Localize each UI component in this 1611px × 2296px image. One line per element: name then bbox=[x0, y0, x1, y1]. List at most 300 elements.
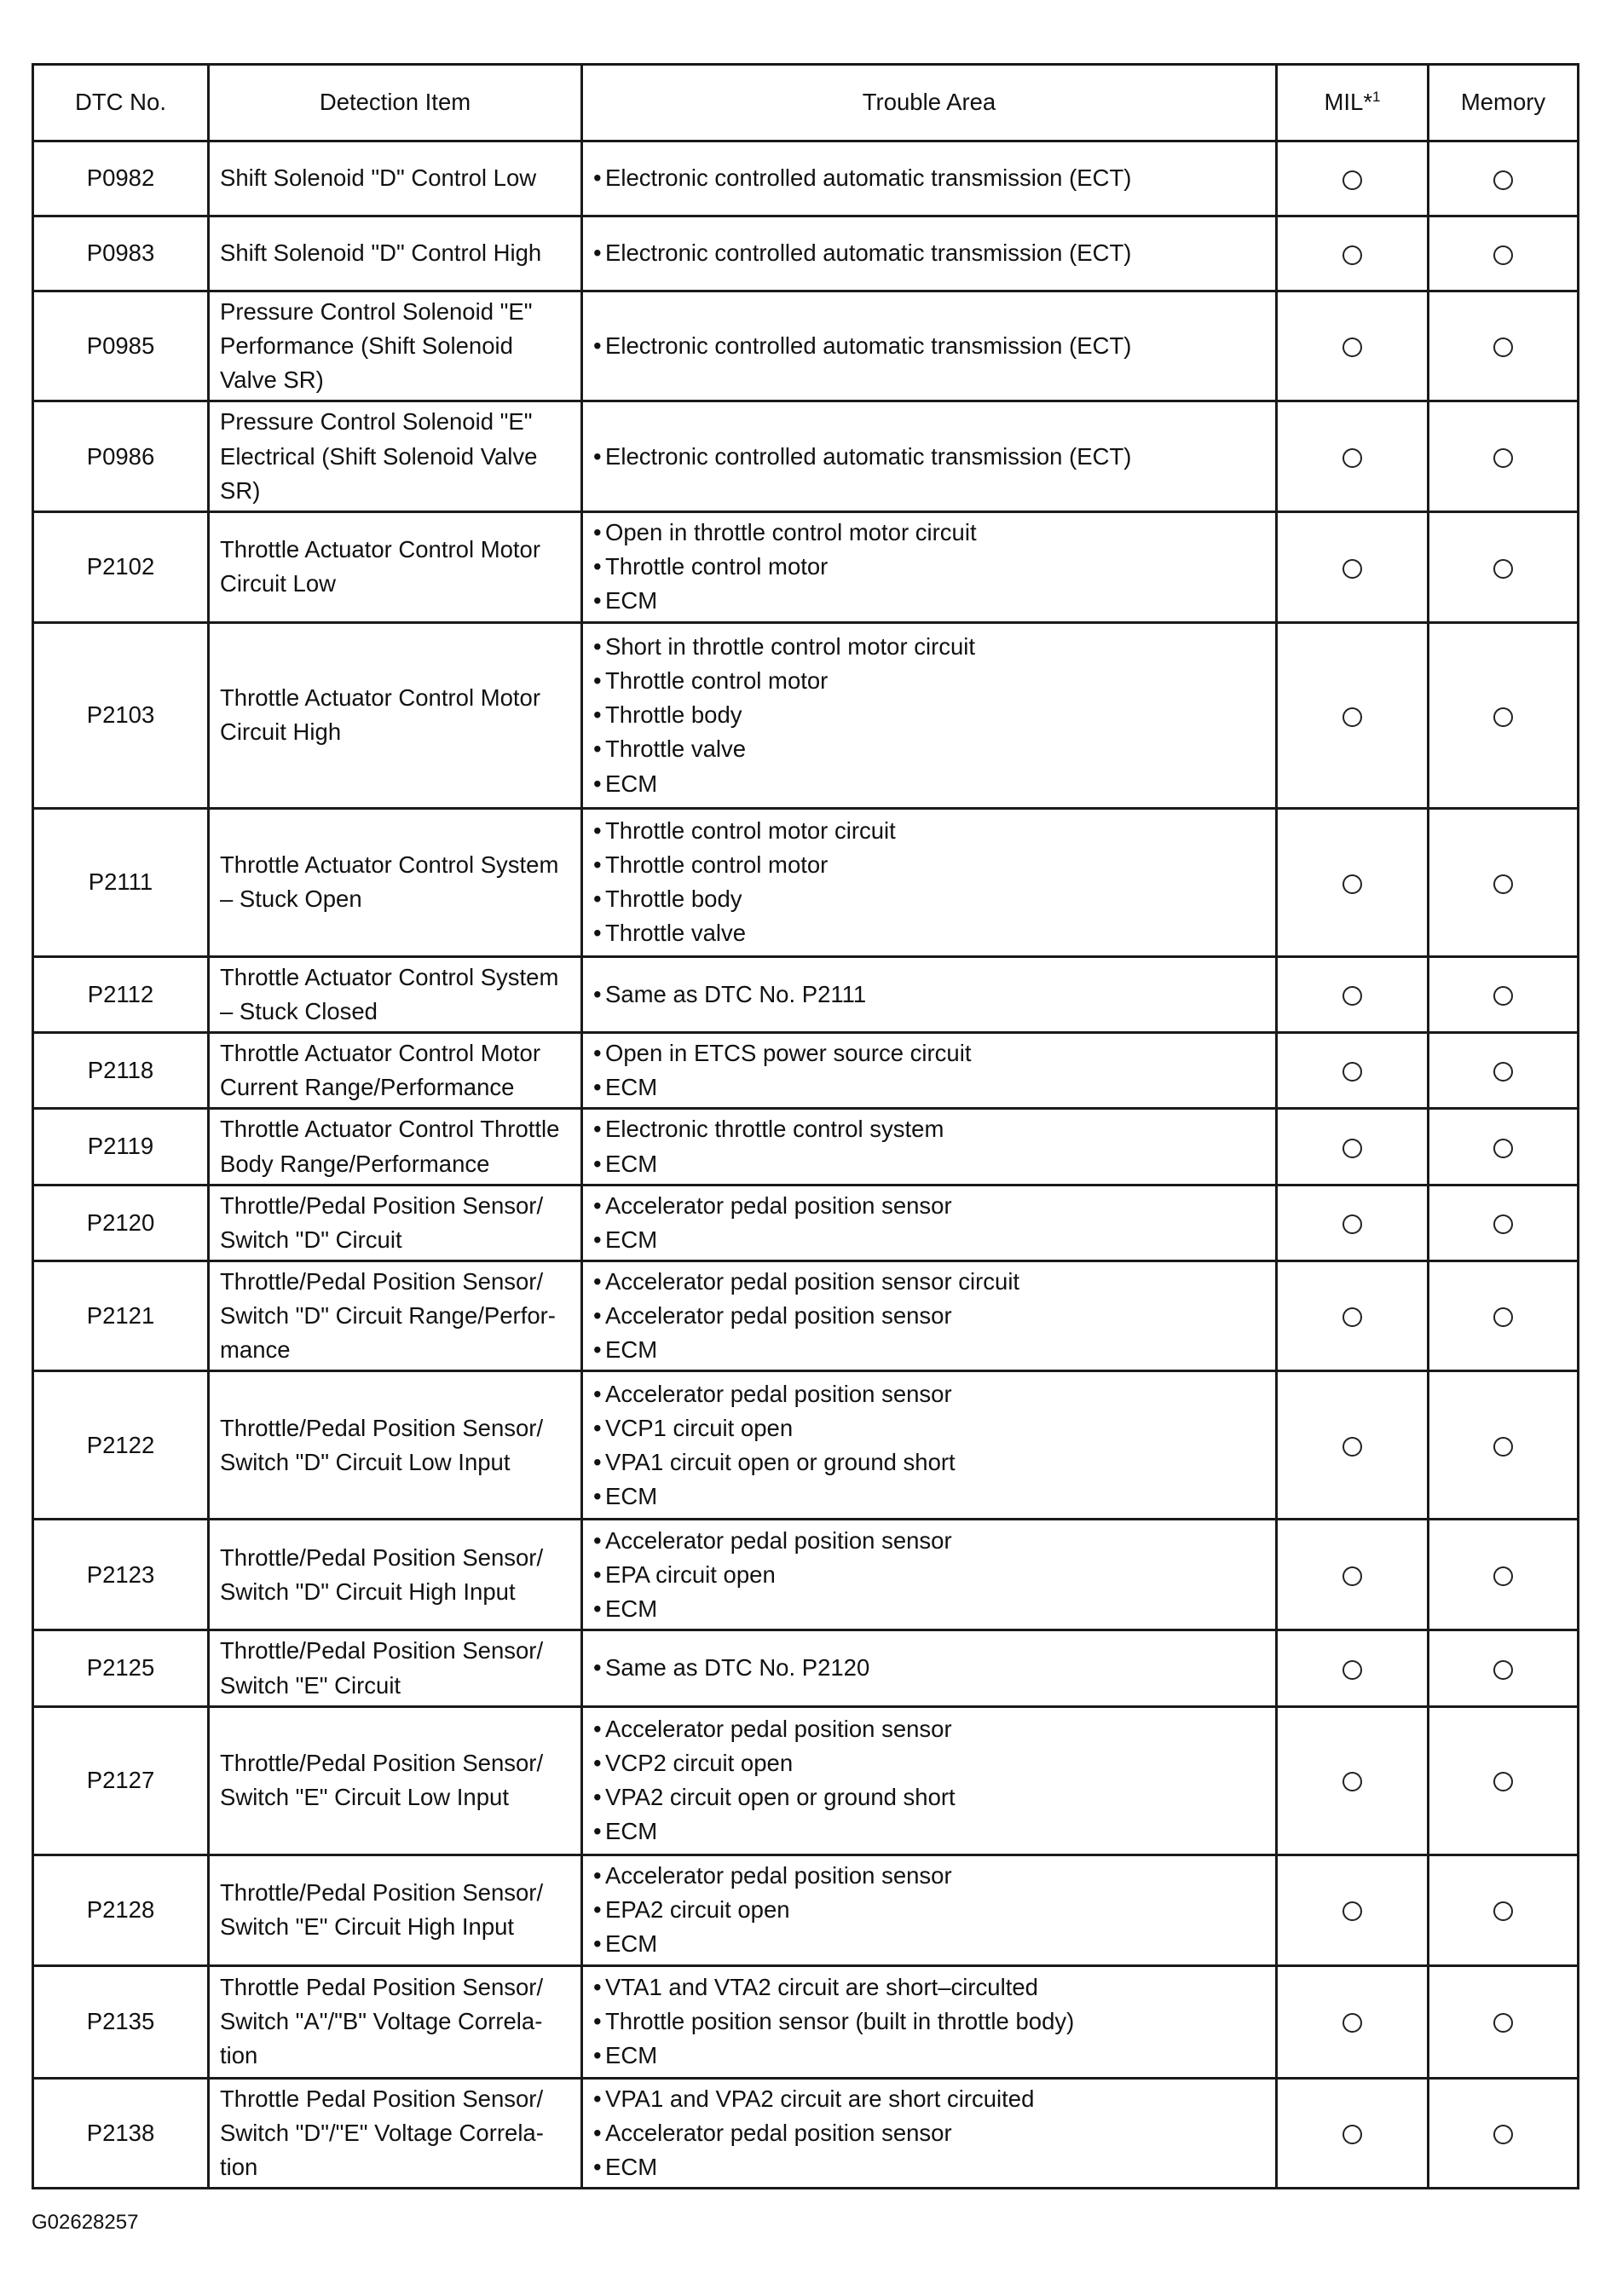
bullet-icon: • bbox=[593, 519, 602, 546]
bullet-icon: • bbox=[593, 770, 602, 797]
header-mil-footnote: 1 bbox=[1372, 89, 1381, 106]
mil-circle-icon bbox=[1342, 986, 1362, 1006]
memory-cell bbox=[1429, 956, 1579, 1032]
bullet-icon: • bbox=[593, 2042, 602, 2069]
detection-item-line: Body Range/Performance bbox=[220, 1150, 490, 1177]
mil-circle-icon bbox=[1342, 2125, 1362, 2144]
memory-cell bbox=[1429, 511, 1579, 622]
trouble-area-item bbox=[593, 161, 1265, 195]
bullet-icon: • bbox=[593, 1526, 602, 1554]
bullet-icon: • bbox=[593, 1336, 602, 1364]
trouble-area-text: Accelerator pedal position sensor bbox=[605, 1526, 952, 1554]
detection-item-line: mance bbox=[220, 1336, 291, 1364]
detection-item-cell bbox=[209, 1965, 582, 2078]
table-row bbox=[33, 1109, 1579, 1185]
memory-cell bbox=[1429, 141, 1579, 216]
table-row bbox=[33, 2078, 1579, 2188]
trouble-area-text: Same as DTC No. P2120 bbox=[605, 1654, 870, 1682]
bullet-icon: • bbox=[593, 1226, 602, 1253]
trouble-area-text: Accelerator pedal position sensor bbox=[605, 1302, 952, 1330]
trouble-area-text: ECM bbox=[605, 2153, 658, 2180]
mil-cell bbox=[1277, 1855, 1429, 1965]
mil-cell bbox=[1277, 1706, 1429, 1855]
memory-circle-icon bbox=[1493, 2013, 1513, 2033]
trouble-area-text: Short in throttle control motor circuit bbox=[605, 632, 976, 660]
detection-item-line: Circuit High bbox=[220, 718, 342, 746]
trouble-area-cell bbox=[582, 1260, 1277, 1370]
bullet-icon: • bbox=[593, 632, 602, 660]
detection-item-line: Throttle Pedal Position Sensor/ bbox=[220, 2085, 544, 2112]
bullet-icon: • bbox=[593, 667, 602, 695]
memory-circle-icon bbox=[1493, 559, 1513, 579]
detection-item-line: Throttle Actuator Control System bbox=[220, 851, 559, 879]
bullet-icon: • bbox=[593, 2008, 602, 2035]
trouble-area-cell bbox=[582, 1033, 1277, 1109]
detection-item-line: Electrical (Shift Solenoid Valve bbox=[220, 442, 538, 470]
bullet-icon: • bbox=[593, 701, 602, 729]
mil-circle-icon bbox=[1342, 1139, 1362, 1158]
trouble-area-item bbox=[593, 2039, 1265, 2073]
header-mil bbox=[1277, 65, 1429, 141]
dtc-code-cell: P0983 bbox=[33, 216, 209, 291]
detection-item-cell bbox=[209, 141, 582, 216]
trouble-area-text: Accelerator pedal position sensor bbox=[605, 1861, 952, 1889]
table-row bbox=[33, 1706, 1579, 1855]
dtc-code-cell: P2127 bbox=[33, 1706, 209, 1855]
dtc-code-cell: P2123 bbox=[33, 1520, 209, 1630]
bullet-icon: • bbox=[593, 1414, 602, 1441]
trouble-area-item bbox=[593, 1265, 1265, 1299]
mil-circle-icon bbox=[1342, 170, 1362, 190]
trouble-area-text: ECM bbox=[605, 1226, 658, 1253]
mil-circle-icon bbox=[1342, 448, 1362, 468]
trouble-area-item bbox=[593, 1970, 1265, 2005]
bullet-icon: • bbox=[593, 1818, 602, 1845]
trouble-area-item bbox=[593, 882, 1265, 916]
detection-item-cell bbox=[209, 1520, 582, 1630]
mil-circle-icon bbox=[1342, 1214, 1362, 1234]
bullet-icon: • bbox=[593, 1896, 602, 1924]
mil-cell bbox=[1277, 1185, 1429, 1260]
mil-cell bbox=[1277, 1109, 1429, 1185]
table-row bbox=[33, 141, 1579, 216]
bullet-icon: • bbox=[593, 164, 602, 192]
table-row bbox=[33, 1260, 1579, 1370]
trouble-area-item bbox=[593, 814, 1265, 848]
mil-cell bbox=[1277, 511, 1429, 622]
bullet-icon: • bbox=[593, 886, 602, 913]
detection-item-cell bbox=[209, 511, 582, 622]
trouble-area-cell bbox=[582, 1185, 1277, 1260]
trouble-area-item bbox=[593, 698, 1265, 732]
dtc-code-cell: P0986 bbox=[33, 401, 209, 511]
trouble-area-text: VTA1 and VTA2 circuit are short–circulted bbox=[605, 1973, 1038, 2000]
table-row bbox=[33, 1630, 1579, 1706]
trouble-area-item bbox=[593, 1112, 1265, 1146]
memory-cell bbox=[1429, 291, 1579, 401]
bullet-icon: • bbox=[593, 1784, 602, 1811]
detection-item-cell bbox=[209, 2078, 582, 2188]
trouble-area-item bbox=[593, 630, 1265, 664]
detection-item-line: – Stuck Open bbox=[220, 886, 362, 913]
mil-cell bbox=[1277, 2078, 1429, 2188]
detection-item-line: SR) bbox=[220, 476, 261, 504]
bullet-icon: • bbox=[593, 1861, 602, 1889]
bullet-icon: • bbox=[593, 1267, 602, 1295]
detection-item-line: Pressure Control Solenoid "E" bbox=[220, 408, 533, 436]
trouble-area-text: VCP1 circuit open bbox=[605, 1414, 794, 1441]
trouble-area-item bbox=[593, 1411, 1265, 1445]
memory-cell bbox=[1429, 1965, 1579, 2078]
table-row bbox=[33, 1371, 1579, 1520]
trouble-area-cell bbox=[582, 511, 1277, 622]
detection-item-line: tion bbox=[220, 2153, 258, 2180]
trouble-area-item bbox=[593, 1223, 1265, 1257]
mil-circle-icon bbox=[1342, 1566, 1362, 1586]
trouble-area-text: Throttle control motor circuit bbox=[605, 817, 896, 845]
trouble-area-text: Electronic throttle control system bbox=[605, 1116, 944, 1143]
table-row bbox=[33, 622, 1579, 808]
mil-cell bbox=[1277, 808, 1429, 956]
detection-item-line: Throttle Actuator Control System bbox=[220, 963, 559, 990]
detection-item-line: Switch "D" Circuit Low Input bbox=[220, 1448, 511, 1475]
trouble-area-text: Accelerator pedal position sensor bbox=[605, 1191, 952, 1219]
detection-item-line: Switch "A"/"B" Voltage Correla- bbox=[220, 2008, 543, 2035]
detection-item-line: Throttle/Pedal Position Sensor/ bbox=[220, 1543, 544, 1571]
table-row bbox=[33, 216, 1579, 291]
memory-circle-icon bbox=[1493, 2125, 1513, 2144]
detection-item-cell bbox=[209, 808, 582, 956]
detection-item-line: Switch "D" Circuit High Input bbox=[220, 1578, 516, 1605]
trouble-area-cell bbox=[582, 2078, 1277, 2188]
detection-item-cell bbox=[209, 622, 582, 808]
dtc-table-body bbox=[33, 141, 1579, 2189]
detection-item-line: Throttle Actuator Control Motor bbox=[220, 1040, 540, 1067]
detection-item-line: Switch "E" Circuit Low Input bbox=[220, 1784, 509, 1811]
trouble-area-cell bbox=[582, 401, 1277, 511]
dtc-code-cell: P0982 bbox=[33, 141, 209, 216]
bullet-icon: • bbox=[593, 1973, 602, 2000]
mil-circle-icon bbox=[1342, 1307, 1362, 1327]
memory-cell bbox=[1429, 1630, 1579, 1706]
bullet-icon: • bbox=[593, 1191, 602, 1219]
memory-cell bbox=[1429, 1520, 1579, 1630]
trouble-area-text: Electronic controlled automatic transmission (ECT) bbox=[605, 332, 1132, 360]
mil-circle-icon bbox=[1342, 1062, 1362, 1082]
memory-circle-icon bbox=[1493, 1307, 1513, 1327]
trouble-area-text: Accelerator pedal position sensor circuit bbox=[605, 1267, 1020, 1295]
mil-cell bbox=[1277, 956, 1429, 1032]
dtc-code-cell: P2102 bbox=[33, 511, 209, 622]
detection-item-line: Pressure Control Solenoid "E" bbox=[220, 298, 533, 325]
trouble-area-item bbox=[593, 1893, 1265, 1927]
dtc-code-cell: P2120 bbox=[33, 1185, 209, 1260]
bullet-icon: • bbox=[593, 1074, 602, 1101]
trouble-area-item bbox=[593, 550, 1265, 584]
trouble-area-cell bbox=[582, 216, 1277, 291]
memory-circle-icon bbox=[1493, 170, 1513, 190]
trouble-area-text: ECM bbox=[605, 2042, 658, 2069]
trouble-area-text: ECM bbox=[605, 1595, 658, 1622]
trouble-area-cell bbox=[582, 1371, 1277, 1520]
detection-item-line: Switch "E" Circuit High Input bbox=[220, 1913, 515, 1941]
dtc-code-cell: P2122 bbox=[33, 1371, 209, 1520]
mil-circle-icon bbox=[1342, 245, 1362, 265]
memory-circle-icon bbox=[1493, 1062, 1513, 1082]
trouble-area-item bbox=[593, 1524, 1265, 1558]
detection-item-cell bbox=[209, 1706, 582, 1855]
bullet-icon: • bbox=[593, 1380, 602, 1407]
trouble-area-item bbox=[593, 1592, 1265, 1626]
table-row bbox=[33, 1520, 1579, 1630]
bullet-icon: • bbox=[593, 442, 602, 470]
memory-cell bbox=[1429, 808, 1579, 956]
memory-cell bbox=[1429, 2078, 1579, 2188]
memory-circle-icon bbox=[1493, 1437, 1513, 1457]
trouble-area-item bbox=[593, 584, 1265, 618]
trouble-area-text: ECM bbox=[605, 1150, 658, 1177]
dtc-code-cell: P2112 bbox=[33, 956, 209, 1032]
trouble-area-item bbox=[593, 516, 1265, 550]
detection-item-cell bbox=[209, 956, 582, 1032]
detection-item-line: Switch "D"/"E" Voltage Correla- bbox=[220, 2119, 544, 2146]
memory-cell bbox=[1429, 1855, 1579, 1965]
dtc-code-cell: P2125 bbox=[33, 1630, 209, 1706]
bullet-icon: • bbox=[593, 980, 602, 1007]
trouble-area-item bbox=[593, 2116, 1265, 2150]
detection-item-line: Throttle/Pedal Position Sensor/ bbox=[220, 1267, 544, 1295]
trouble-area-cell bbox=[582, 1109, 1277, 1185]
dtc-code-cell: P2138 bbox=[33, 2078, 209, 2188]
trouble-area-text: Accelerator pedal position sensor bbox=[605, 2119, 952, 2146]
memory-cell bbox=[1429, 1260, 1579, 1370]
mil-cell bbox=[1277, 1033, 1429, 1109]
detection-item-line: Current Range/Performance bbox=[220, 1074, 515, 1101]
trouble-area-item bbox=[593, 1780, 1265, 1814]
trouble-area-item bbox=[593, 236, 1265, 270]
detection-item-line: Throttle Pedal Position Sensor/ bbox=[220, 1973, 544, 2000]
memory-circle-icon bbox=[1493, 1660, 1513, 1680]
dtc-code-cell: P2135 bbox=[33, 1965, 209, 2078]
table-row bbox=[33, 401, 1579, 511]
trouble-area-cell bbox=[582, 1706, 1277, 1855]
trouble-area-item bbox=[593, 440, 1265, 474]
bullet-icon: • bbox=[593, 2085, 602, 2112]
trouble-area-item bbox=[593, 1299, 1265, 1333]
mil-cell bbox=[1277, 141, 1429, 216]
trouble-area-item bbox=[593, 916, 1265, 950]
mil-circle-icon bbox=[1342, 1660, 1362, 1680]
memory-circle-icon bbox=[1493, 1214, 1513, 1234]
detection-item-line: Throttle Actuator Control Throttle bbox=[220, 1116, 560, 1143]
memory-cell bbox=[1429, 401, 1579, 511]
trouble-area-text: Electronic controlled automatic transmission (ECT) bbox=[605, 442, 1132, 470]
bullet-icon: • bbox=[593, 851, 602, 879]
mil-circle-icon bbox=[1342, 2013, 1362, 2033]
memory-circle-icon bbox=[1493, 1901, 1513, 1921]
trouble-area-text: Electronic controlled automatic transmission (ECT) bbox=[605, 239, 1132, 267]
mil-circle-icon bbox=[1342, 707, 1362, 727]
mil-circle-icon bbox=[1342, 559, 1362, 579]
trouble-area-item bbox=[593, 1147, 1265, 1181]
mil-cell bbox=[1277, 1371, 1429, 1520]
memory-cell bbox=[1429, 622, 1579, 808]
mil-cell bbox=[1277, 1630, 1429, 1706]
trouble-area-text: Throttle control motor bbox=[605, 667, 829, 695]
header-detection-item: Detection Item bbox=[209, 65, 582, 141]
mil-cell bbox=[1277, 216, 1429, 291]
trouble-area-text: Throttle control motor bbox=[605, 553, 829, 580]
bullet-icon: • bbox=[593, 1040, 602, 1067]
table-row bbox=[33, 511, 1579, 622]
detection-item-cell bbox=[209, 1371, 582, 1520]
table-row bbox=[33, 1965, 1579, 2078]
detection-item-line: Performance (Shift Solenoid bbox=[220, 332, 513, 360]
detection-item-cell bbox=[209, 1033, 582, 1109]
dtc-code-cell: P2111 bbox=[33, 808, 209, 956]
trouble-area-text: VPA1 and VPA2 circuit are short circuited bbox=[605, 2085, 1035, 2112]
trouble-area-text: ECM bbox=[605, 1818, 658, 1845]
trouble-area-text: VPA1 circuit open or ground short bbox=[605, 1448, 956, 1475]
bullet-icon: • bbox=[593, 2153, 602, 2180]
dtc-code-cell: P2128 bbox=[33, 1855, 209, 1965]
bullet-icon: • bbox=[593, 1930, 602, 1958]
trouble-area-cell bbox=[582, 808, 1277, 956]
bullet-icon: • bbox=[593, 1150, 602, 1177]
bullet-icon: • bbox=[593, 2119, 602, 2146]
trouble-area-cell bbox=[582, 141, 1277, 216]
mil-circle-icon bbox=[1342, 1437, 1362, 1457]
detection-item-line: Valve SR) bbox=[220, 366, 324, 394]
bullet-icon: • bbox=[593, 1715, 602, 1742]
trouble-area-item bbox=[593, 1036, 1265, 1070]
detection-item-cell bbox=[209, 216, 582, 291]
detection-item-line: – Stuck Closed bbox=[220, 997, 378, 1024]
memory-circle-icon bbox=[1493, 874, 1513, 894]
trouble-area-text: Open in throttle control motor circuit bbox=[605, 519, 977, 546]
trouble-area-item bbox=[593, 978, 1265, 1012]
detection-item-line: Circuit Low bbox=[220, 570, 337, 597]
dtc-code-cell: P0985 bbox=[33, 291, 209, 401]
header-mil-label: MIL* bbox=[1324, 89, 1373, 116]
dtc-code-cell: P2118 bbox=[33, 1033, 209, 1109]
header-trouble-area: Trouble Area bbox=[582, 65, 1277, 141]
mil-circle-icon bbox=[1342, 874, 1362, 894]
detection-item-line: Throttle Actuator Control Motor bbox=[220, 684, 540, 712]
detection-item-line: Switch "D" Circuit bbox=[220, 1226, 402, 1253]
header-memory: Memory bbox=[1429, 65, 1579, 141]
detection-item-line: Shift Solenoid "D" Control High bbox=[220, 239, 542, 267]
detection-item-cell bbox=[209, 1260, 582, 1370]
trouble-area-cell bbox=[582, 1965, 1277, 2078]
memory-cell bbox=[1429, 1706, 1579, 1855]
trouble-area-cell bbox=[582, 1855, 1277, 1965]
mil-cell bbox=[1277, 1520, 1429, 1630]
memory-circle-icon bbox=[1493, 337, 1513, 357]
trouble-area-text: ECM bbox=[605, 587, 658, 614]
trouble-area-text: ECM bbox=[605, 1930, 658, 1958]
detection-item-line: Shift Solenoid "D" Control Low bbox=[220, 164, 537, 192]
trouble-area-item bbox=[593, 1859, 1265, 1893]
trouble-area-item bbox=[593, 1558, 1265, 1592]
trouble-area-item bbox=[593, 1333, 1265, 1367]
trouble-area-text: VCP2 circuit open bbox=[605, 1750, 794, 1777]
table-row bbox=[33, 956, 1579, 1032]
trouble-area-text: EPA2 circuit open bbox=[605, 1896, 790, 1924]
dtc-table bbox=[32, 63, 1579, 2189]
header-row bbox=[33, 65, 1579, 141]
detection-item-line: Throttle/Pedal Position Sensor/ bbox=[220, 1191, 544, 1219]
figure-code: G02628257 bbox=[32, 2211, 139, 2234]
mil-cell bbox=[1277, 291, 1429, 401]
trouble-area-text: Throttle control motor bbox=[605, 851, 829, 879]
bullet-icon: • bbox=[593, 587, 602, 614]
mil-cell bbox=[1277, 622, 1429, 808]
memory-circle-icon bbox=[1493, 986, 1513, 1006]
trouble-area-item bbox=[593, 1445, 1265, 1480]
bullet-icon: • bbox=[593, 332, 602, 360]
trouble-area-text: Throttle position sensor (built in throttle body) bbox=[605, 2008, 1075, 2035]
trouble-area-item bbox=[593, 1651, 1265, 1685]
detection-item-line: Switch "D" Circuit Range/Perfor- bbox=[220, 1302, 556, 1330]
trouble-area-item bbox=[593, 2082, 1265, 2116]
trouble-area-cell bbox=[582, 1630, 1277, 1706]
trouble-area-item bbox=[593, 767, 1265, 801]
table-row bbox=[33, 1033, 1579, 1109]
bullet-icon: • bbox=[593, 1654, 602, 1682]
detection-item-line: Throttle/Pedal Position Sensor/ bbox=[220, 1750, 544, 1777]
trouble-area-text: ECM bbox=[605, 1336, 658, 1364]
trouble-area-item bbox=[593, 1712, 1265, 1746]
trouble-area-item bbox=[593, 329, 1265, 363]
trouble-area-text: ECM bbox=[605, 1483, 658, 1510]
memory-circle-icon bbox=[1493, 707, 1513, 727]
trouble-area-text: Throttle body bbox=[605, 886, 742, 913]
mil-cell bbox=[1277, 1965, 1429, 2078]
memory-cell bbox=[1429, 1185, 1579, 1260]
memory-circle-icon bbox=[1493, 1566, 1513, 1586]
bullet-icon: • bbox=[593, 1595, 602, 1622]
bullet-icon: • bbox=[593, 817, 602, 845]
bullet-icon: • bbox=[593, 553, 602, 580]
trouble-area-item bbox=[593, 664, 1265, 698]
mil-circle-icon bbox=[1342, 1772, 1362, 1791]
table-row bbox=[33, 808, 1579, 956]
bullet-icon: • bbox=[593, 920, 602, 947]
memory-circle-icon bbox=[1493, 1139, 1513, 1158]
trouble-area-cell bbox=[582, 622, 1277, 808]
table-row bbox=[33, 1855, 1579, 1965]
trouble-area-item bbox=[593, 1814, 1265, 1849]
detection-item-cell bbox=[209, 401, 582, 511]
trouble-area-text: EPA circuit open bbox=[605, 1560, 776, 1588]
bullet-icon: • bbox=[593, 1750, 602, 1777]
detection-item-line: Throttle/Pedal Position Sensor/ bbox=[220, 1879, 544, 1907]
table-row bbox=[33, 291, 1579, 401]
detection-item-line: tion bbox=[220, 2042, 258, 2069]
trouble-area-item bbox=[593, 1927, 1265, 1961]
trouble-area-text: Throttle body bbox=[605, 701, 742, 729]
memory-circle-icon bbox=[1493, 448, 1513, 468]
detection-item-cell bbox=[209, 1109, 582, 1185]
bullet-icon: • bbox=[593, 1116, 602, 1143]
mil-cell bbox=[1277, 401, 1429, 511]
detection-item-line: Throttle/Pedal Position Sensor/ bbox=[220, 1637, 544, 1664]
trouble-area-text: Electronic controlled automatic transmission (ECT) bbox=[605, 164, 1132, 192]
detection-item-line: Throttle/Pedal Position Sensor/ bbox=[220, 1414, 544, 1441]
trouble-area-text: ECM bbox=[605, 770, 658, 797]
detection-item-cell bbox=[209, 1185, 582, 1260]
